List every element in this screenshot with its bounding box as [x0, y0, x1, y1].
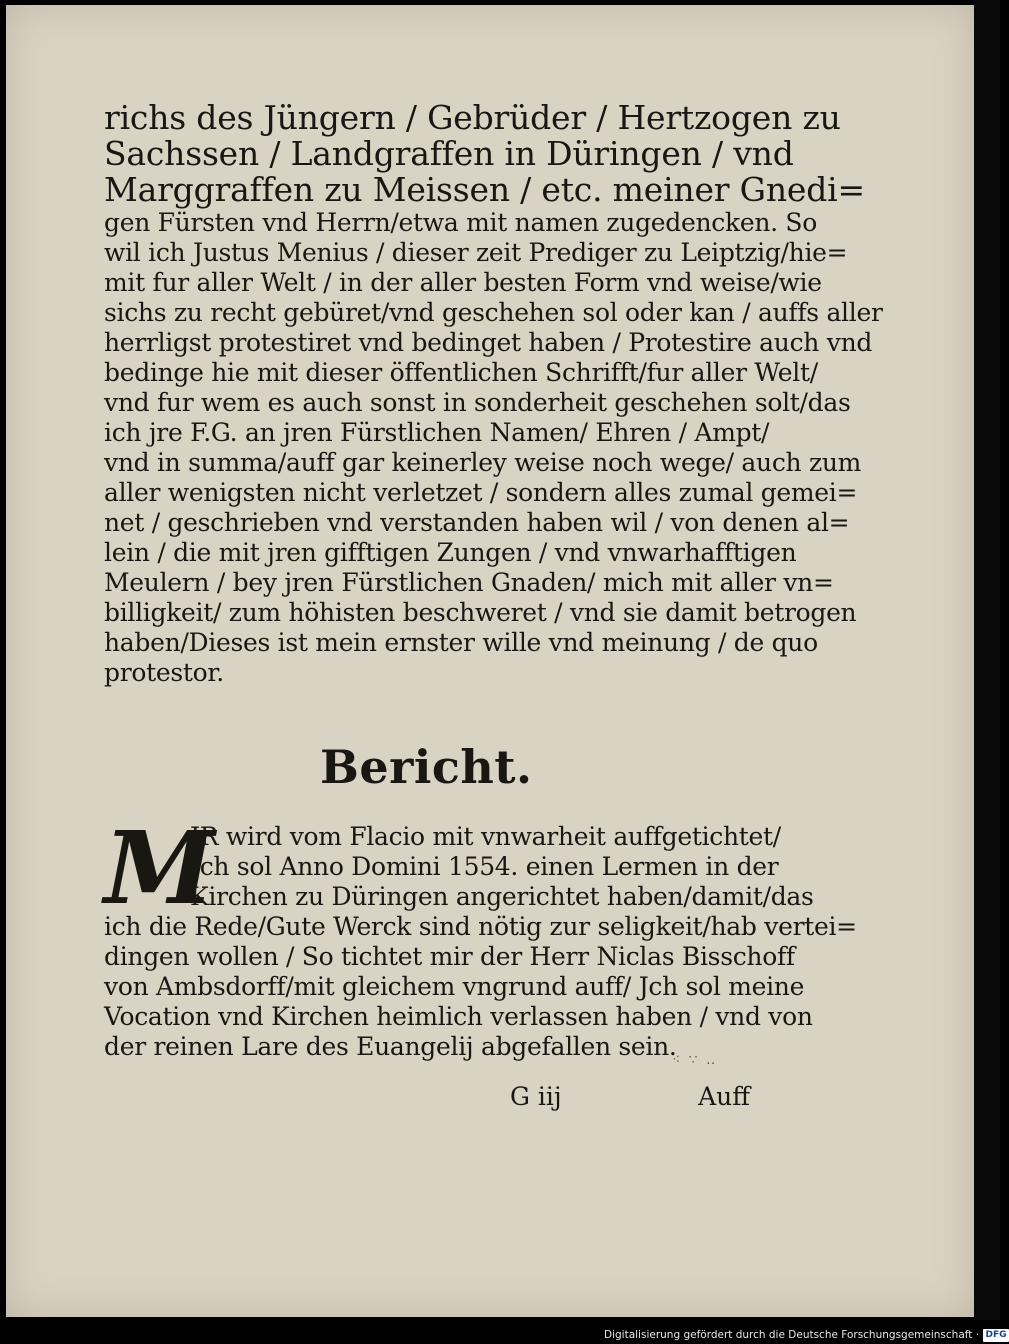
text-line: bedinge hie mit dieser öffentlichen Schrifft/fur aller Welt/ — [104, 358, 818, 387]
text-line: protestor. — [104, 658, 224, 687]
text-line: lein / die mit jren gifftigen Zungen / vnd vnwarhafftigen — [104, 538, 797, 567]
catchword: Auff — [698, 1082, 750, 1111]
text-line: billigkeit/ zum höhisten beschweret / vnd sie damit betrogen — [104, 598, 857, 627]
section-heading: Bericht. — [320, 740, 533, 794]
page-edge-shadow — [974, 0, 1000, 1320]
page-footer — [510, 1082, 770, 1114]
text-line: vnd in summa/auff gar keinerley weise noch wege/ auch zum — [104, 448, 862, 477]
text-line: aller wenigsten nicht verletzet / sondern alles zumal gemei= — [104, 478, 858, 507]
ink-blot: ⁖ ∵ ‥ — [672, 1052, 718, 1068]
credit-text: Digitalisierung gefördert durch die Deutsche Forschungsgemeinschaft · — [604, 1329, 980, 1341]
dfg-logo-icon: DFG — [983, 1329, 1009, 1342]
text-line: richs des Jüngern / Gebrüder / Hertzogen zu — [104, 98, 841, 137]
digitization-credit — [604, 1326, 1009, 1344]
text-line: Marggraffen zu Meissen / etc. meiner Gnedi= — [104, 170, 865, 209]
text-line: mit fur aller Welt / in der aller besten Form vnd weise/wie — [104, 268, 822, 297]
text-line: Meulern / bey jren Fürstlichen Gnaden/ mich mit aller vn= — [104, 568, 834, 597]
text-line: Kirchen zu Düringen angerichtet haben/damit/das — [190, 882, 814, 911]
signature-mark: G iij — [510, 1082, 562, 1111]
report-paragraph — [104, 809, 857, 1062]
text-line: ich jre F.G. an jren Fürstlichen Namen/ Ehren / Ampt/ — [104, 418, 770, 447]
text-line: haben/Dieses ist mein ernster wille vnd meinung / de quo — [104, 628, 818, 657]
text-line: der reinen Lare des Euangelij abgefallen sein. — [104, 1032, 677, 1061]
protest-paragraph — [104, 98, 883, 688]
text-line: net / geschrieben vnd verstanden haben wil / von denen al= — [104, 508, 850, 537]
text-line: vnd fur wem es auch sonst in sonderheit geschehen solt/das — [104, 388, 851, 417]
text-line: herrligst protestiret vnd bedinget haben / Protestire auch vnd — [104, 328, 873, 357]
text-line: JR wird vom Flacio mit vnwarheit auffgetichtet/ — [190, 822, 781, 851]
text-line: ich die Rede/Gute Werck sind nötig zur seligkeit/hab vertei= — [104, 912, 857, 941]
text-line: gen Fürsten vnd Herrn/etwa mit namen zugedencken. So — [104, 208, 817, 237]
decorated-initial: M — [104, 809, 215, 927]
text-line: wil ich Justus Menius / dieser zeit Prediger zu Leiptzig/hie= — [104, 238, 848, 267]
text-line: von Ambsdorff/mit gleichem vngrund auff/ Jch sol meine — [104, 972, 805, 1001]
text-line: sichs zu recht gebüret/vnd geschehen sol oder kan / auffs aller — [104, 298, 883, 327]
text-line: Sachssen / Landgraffen in Düringen / vnd — [104, 134, 794, 173]
text-line: Vocation vnd Kirchen heimlich verlassen haben / vnd von — [104, 1002, 813, 1031]
text-line: dingen wollen / So tichtet mir der Herr Niclas Bisschoff — [104, 942, 795, 971]
text-line: Jch sol Anno Domini 1554. einen Lermen in der — [190, 852, 779, 881]
